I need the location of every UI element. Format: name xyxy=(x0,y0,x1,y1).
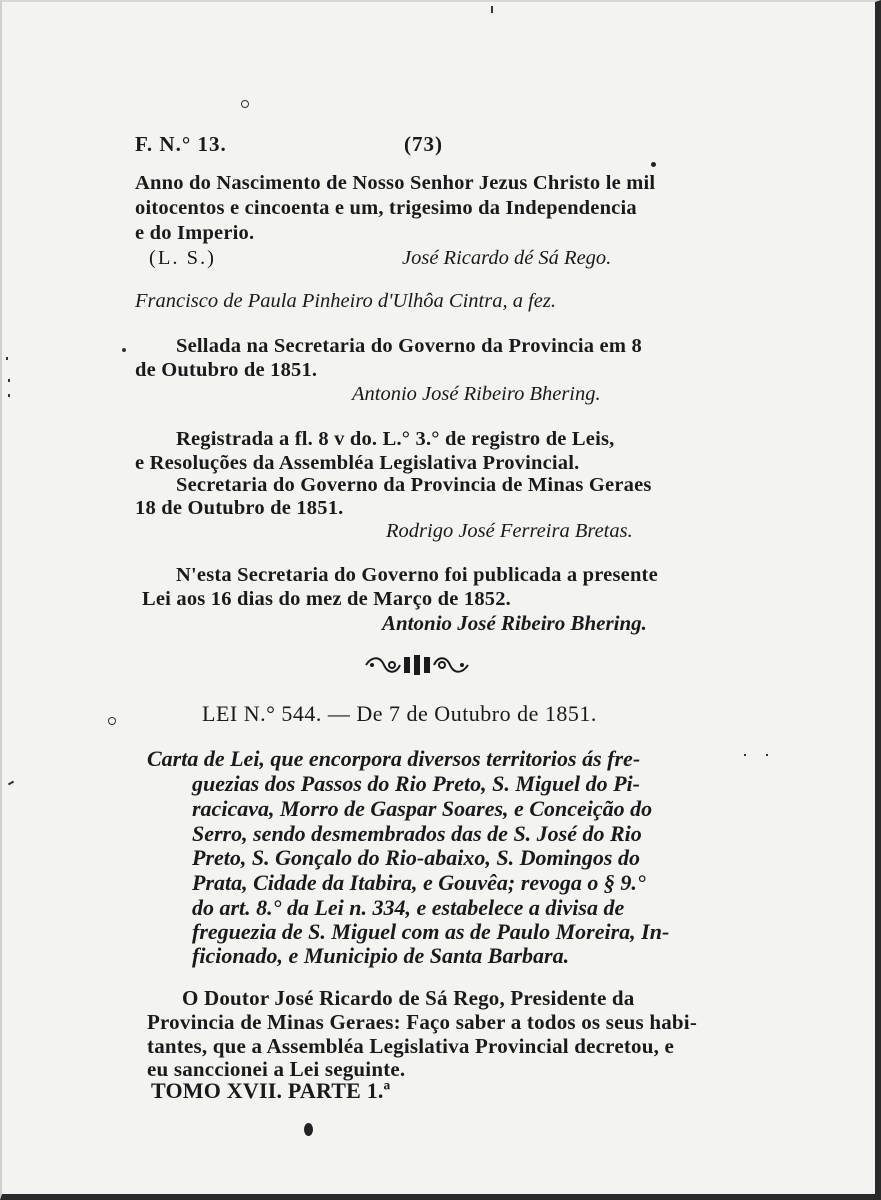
signature: Antonio José Ribeiro Bhering. xyxy=(382,611,647,635)
law-summary-line: Serro, sendo desmembrados das de S. José do Rio xyxy=(192,821,642,846)
law-body-line: eu sanccionei a Lei seguinte. xyxy=(147,1057,406,1081)
ink-speck xyxy=(6,357,8,360)
law-body-line: Provincia de Minas Geraes: Faço saber a todos os seus habi- xyxy=(147,1010,698,1034)
law-summary-line: do art. 8.° da Lei n. 334, e estabelece a divisa de xyxy=(192,895,625,920)
seal-mark: (L. S.) xyxy=(149,247,216,269)
published-line: Lei aos 16 dias do mez de Março de 1852. xyxy=(142,588,511,610)
published-line: N'esta Secretaria do Governo foi publicada a presente xyxy=(176,564,658,586)
registered-line: Secretaria do Governo da Provincia de Minas Geraes xyxy=(176,474,652,496)
ink-speck xyxy=(651,162,656,167)
ink-speck xyxy=(122,348,126,352)
sealed-line: de Outubro de 1851. xyxy=(135,359,318,381)
law-summary-line: racicava, Morro de Gaspar Soares, e Conceição do xyxy=(192,796,653,821)
law-body-line: tantes, que a Assembléa Legislativa Provincial decretou, e xyxy=(147,1034,675,1058)
law-summary-line: Carta de Lei, que encorpora diversos territorios ás fre- xyxy=(147,746,641,771)
ink-speck xyxy=(744,754,746,756)
ink-blot xyxy=(304,1123,313,1136)
written-by-line: Francisco de Paula Pinheiro d'Ulhôa Cintra, a fez. xyxy=(135,290,556,312)
ink-speck xyxy=(8,379,10,382)
sealed-line: Sellada na Secretaria do Governo da Provincia em 8 xyxy=(176,335,642,357)
ink-speck xyxy=(8,394,10,397)
page-number: (73) xyxy=(404,132,443,156)
stray-ring-mark xyxy=(108,717,116,725)
stray-ring-mark xyxy=(241,100,249,108)
preamble-line: oitocentos e cincoenta e um, trigesimo da Independencia xyxy=(135,197,637,219)
registered-line: 18 de Outubro de 1851. xyxy=(135,497,344,519)
signature: Rodrigo José Ferreira Bretas. xyxy=(386,520,633,542)
ornament-divider-icon xyxy=(362,652,472,678)
law-summary-line: Prata, Cidade da Itabira, e Gouvêa; revoga o § 9.° xyxy=(192,870,646,895)
preamble-line: e do Imperio. xyxy=(135,222,255,244)
law-summary-line: ficionado, e Municipio de Santa Barbara. xyxy=(192,943,570,968)
registered-line: e Resoluções da Assembléa Legislativa Provincial. xyxy=(135,452,580,474)
signature: Antonio José Ribeiro Bhering. xyxy=(352,383,601,405)
law-summary-line: guezias dos Passos do Rio Preto, S. Miguel do Pi- xyxy=(192,771,640,796)
ink-speck xyxy=(491,6,493,13)
law-body-line: O Doutor José Ricardo de Sá Rego, Presidente da xyxy=(182,986,635,1010)
law-summary-line: Preto, S. Gonçalo do Rio-abaixo, S. Domingos do xyxy=(192,845,640,870)
registered-line: Registrada a fl. 8 v do. L.° 3.° de registro de Leis, xyxy=(176,428,615,450)
preamble-line: Anno do Nascimento de Nosso Senhor Jezus Christo le mil xyxy=(135,172,656,194)
law-summary-line: freguezia de S. Miguel com as de Paulo Moreira, In- xyxy=(192,919,670,944)
volume-footer: TOMO XVII. PARTE 1.ª xyxy=(151,1078,391,1103)
ink-speck xyxy=(766,754,768,756)
law-title: LEI N.° 544. — De 7 de Outubro de 1851. xyxy=(202,701,597,726)
ink-speck xyxy=(8,781,14,786)
signature: José Ricardo dé Sá Rego. xyxy=(402,247,612,269)
form-number: F. N.° 13. xyxy=(135,132,227,156)
